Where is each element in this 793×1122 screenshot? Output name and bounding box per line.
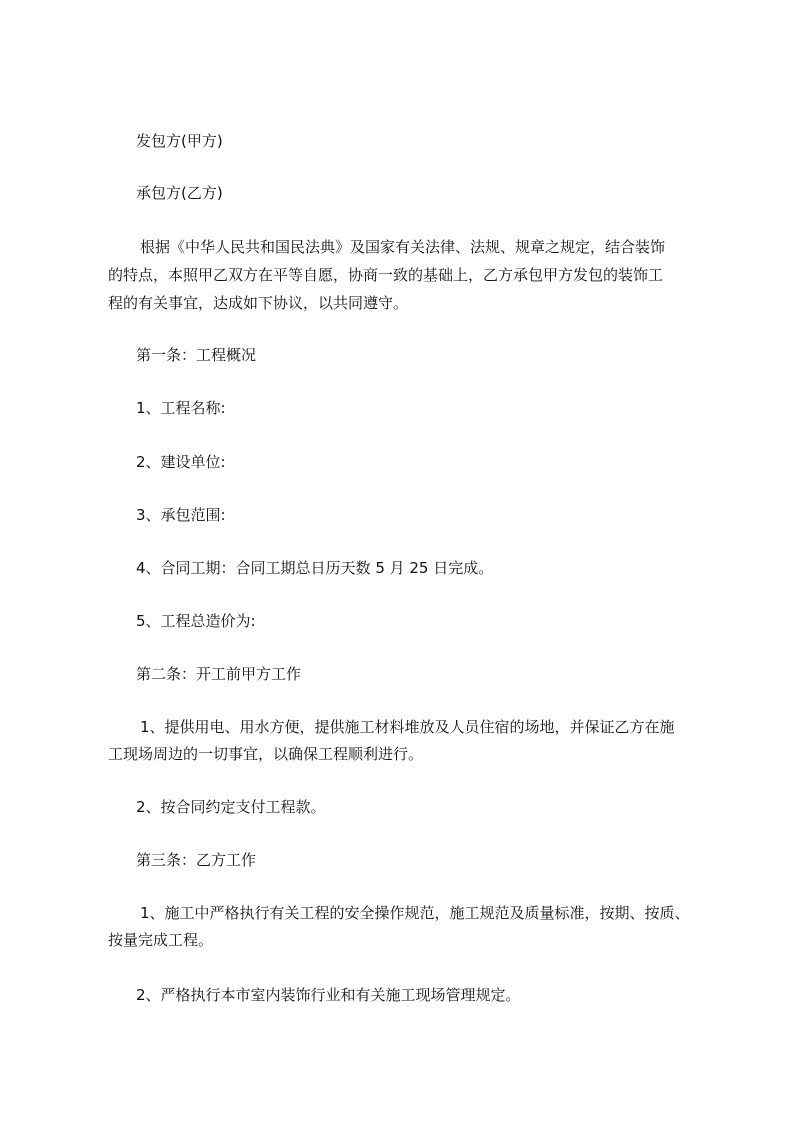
article-1-item-3: 3、承包范围: <box>136 506 226 524</box>
party-a-label: 发包方(甲方) <box>136 132 223 150</box>
intro-line-2: 的特点，本照甲乙双方在平等自愿，协商一致的基础上，乙方承包甲方发包的装饰工 <box>108 266 664 284</box>
party-b-label: 承包方(乙方) <box>136 184 223 202</box>
article-1-item-2: 2、建设单位: <box>136 453 226 471</box>
article-3-item-1-line-2: 按量完成工程。 <box>108 931 214 949</box>
article-1-item-5: 5、工程总造价为: <box>136 612 256 630</box>
article-2-title: 第二条：开工前甲方工作 <box>136 665 302 683</box>
article-1-item-4: 4、合同工期：合同工期总日历天数 5 月 25 日完成。 <box>136 559 494 577</box>
intro-line-3: 程的有关事宜，达成如下协议，以共同遵守。 <box>108 294 409 312</box>
article-1-title: 第一条：工程概况 <box>136 346 257 364</box>
article-2-item-1-line-1: 1、提供用电、用水方便，提供施工材料堆放及人员住宿的场地，并保证乙方在施 <box>140 718 675 736</box>
article-2-item-1-line-2: 工现场周边的一切事宜，以确保工程顺利进行。 <box>108 745 424 763</box>
article-1-item-1: 1、工程名称: <box>136 399 226 417</box>
article-3-title: 第三条：乙方工作 <box>136 851 257 869</box>
article-2-item-2: 2、按合同约定支付工程款。 <box>136 798 326 816</box>
article-3-item-2: 2、严格执行本市室内装饰行业和有关施工现场管理规定。 <box>136 986 521 1004</box>
article-3-item-1-line-1: 1、施工中严格执行有关工程的安全操作规范，施工规范及质量标准，按期、按质、 <box>140 904 690 922</box>
intro-line-1: 根据《中华人民共和国民法典》及国家有关法律、法规、规章之规定，结合装饰 <box>140 238 666 256</box>
